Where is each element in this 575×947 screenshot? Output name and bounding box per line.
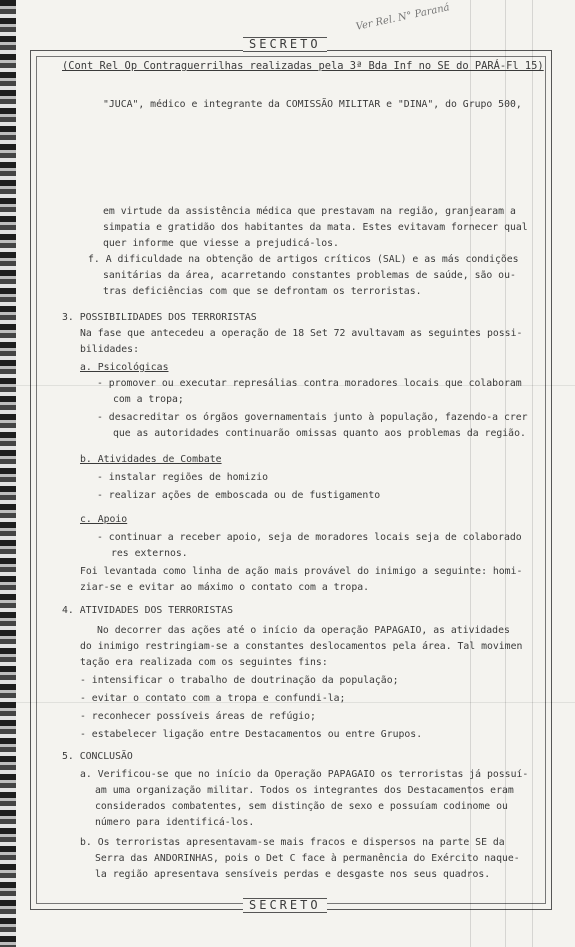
text-line: Serra das ANDORINHAS, pois o Det C face à permanência do Exército naque- [95,853,520,864]
text-line: - intensificar o trabalho de doutrinação da população; [80,675,399,686]
subsection-heading: c. Apoio [80,514,128,525]
handwritten-note: Ver Rel. N° Paraná [354,2,451,33]
text-line: la região apresentava sensíveis perdas e desgaste nos seus quadros. [95,869,491,880]
text-line: considerados combatentes, sem distinção de sexo e possuíam codinome ou [95,801,508,812]
text-line: - realizar ações de emboscada ou de fustigamento [97,490,381,501]
text-line: simpatia e gratidão dos habitantes da mata. Estes evitavam fornecer qual [103,222,528,233]
text-line: - estabelecer ligação entre Destacamentos ou entre Grupos. [80,729,423,740]
text-line: sanitárias da área, acarretando constantes problemas de saúde, são ou- [103,270,516,281]
text-line: Na fase que antecedeu a operação de 18 Set 72 avultavam as seguintes possi- [80,328,523,339]
text-line: tras deficiências com que se defrontam os terroristas. [103,286,422,297]
section-heading: 3. POSSIBILIDADES DOS TERRORISTAS [62,312,257,323]
text-line: tação era realizada com os seguintes fins: [80,657,328,668]
text-line: Foi levantada como linha de ação mais provável do inimigo a seguinte: homi- [80,566,523,577]
text-line: bilidades: [80,344,139,355]
classification-stamp-top: SECRETO [243,37,327,52]
subsection-heading: b. Atividades de Combate [80,454,222,465]
section-heading: 5. CONCLUSÃO [62,751,133,762]
text-line: do inimigo restringiam-se a constantes deslocamentos pela área. Tal movimen [80,641,523,652]
text-line: res externos. [111,548,188,559]
text-line: com a tropa; [113,394,184,405]
text-line: - promover ou executar represálias contra moradores locais que colaboram [97,378,522,389]
text-line: ziar-se e evitar ao máximo o contato com a tropa. [80,582,370,593]
scan-artifact [532,0,533,947]
text-line: que as autoridades continuarão omissas quanto aos problemas da região. [113,428,526,439]
text-line: - continuar a receber apoio, seja de moradores locais seja de colaborado [97,532,522,543]
text-line: a. Verificou-se que no início da Operação PAPAGAIO os terroristas já possuí- [80,769,529,780]
text-line: am uma organização militar. Todos os integrantes dos Destacamentos eram [95,785,514,796]
spiral-binding [0,0,16,947]
text-line: em virtude da assistência médica que prestavam na região, granjearam a [103,206,516,217]
text-line: f. A dificuldade na obtenção de artigos críticos (SAL) e as más condições [88,254,519,265]
classification-stamp-bottom: SECRETO [243,898,327,913]
subsection-heading: a. Psicológicas [80,362,169,373]
text-line: - instalar regiões de homizio [97,472,269,483]
text-line: "JUCA", médico e integrante da COMISSÃO MILITAR e "DINA", do Grupo 500, [103,99,522,110]
text-line: - reconhecer possíveis áreas de refúgio; [80,711,316,722]
text-line: número para identificá-los. [95,817,255,828]
text-line: No decorrer das ações até o início da operação PAPAGAIO, as atividades [97,625,510,636]
section-heading: 4. ATIVIDADES DOS TERRORISTAS [62,605,234,616]
text-line: quer informe que viesse a prejudicá-los. [103,238,339,249]
text-line: b. Os terroristas apresentavam-se mais fracos e dispersos na parte SE da [80,837,505,848]
text-line: - evitar o contato com a tropa e confundi-la; [80,693,346,704]
text-line: - desacreditar os órgãos governamentais junto à população, fazendo-a crer [97,412,528,423]
report-header: (Cont Rel Op Contraguerrilhas realizadas pela 3ª Bda Inf no SE do PARÁ-Fl 15) [62,60,544,72]
